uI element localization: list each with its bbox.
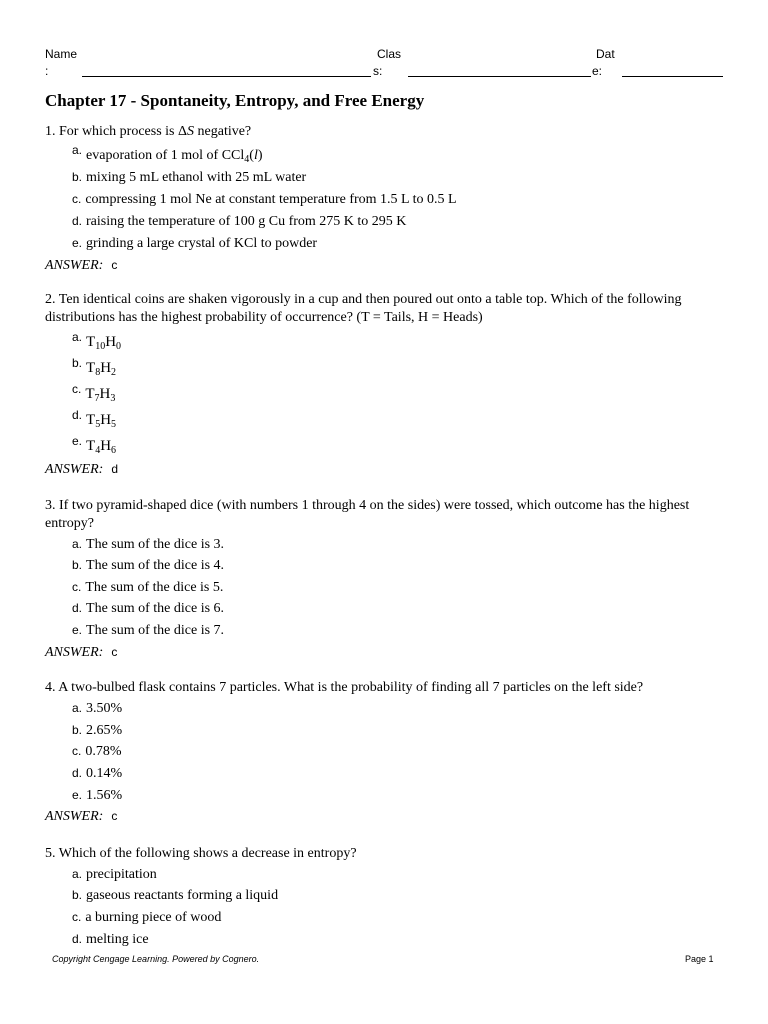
chapter-title: Chapter 17 - Spontaneity, Entropy, and Free Energy	[45, 91, 425, 110]
question-4: 4. A two-bulbed flask contains 7 particles. What is the probability of finding all 7 particles on the left side?	[45, 680, 644, 695]
name-label: Name	[45, 47, 78, 61]
option-letter: d.	[72, 408, 83, 422]
option-letter: c.	[72, 382, 82, 396]
question-1-answer	[45, 256, 117, 275]
question-4-option-d[interactable]	[72, 764, 122, 783]
question-2-option-b[interactable]	[72, 356, 117, 382]
option-letter: d.	[72, 932, 83, 946]
tails-symbol: T	[85, 386, 95, 402]
option-letter: b.	[72, 170, 83, 184]
option-letter: c.	[72, 910, 82, 924]
option-letter: d.	[72, 766, 83, 780]
tails-count: 5	[95, 419, 101, 430]
heads-count: 5	[111, 419, 117, 430]
tails-count: 10	[95, 341, 106, 352]
option-letter: e.	[72, 434, 83, 448]
tails-count: 7	[94, 393, 100, 404]
question-3-option-b[interactable]	[72, 556, 224, 575]
question-4-option-b[interactable]	[72, 721, 122, 740]
answer-value: c	[111, 645, 118, 659]
heads-count: 3	[110, 393, 116, 404]
option-text: The sum of the dice is 5.	[85, 580, 224, 595]
option-letter: a.	[72, 537, 83, 551]
heads-count: 6	[111, 445, 117, 456]
option-letter: c.	[72, 580, 82, 594]
option-text: The sum of the dice is 7.	[86, 623, 225, 638]
option-letter: e.	[72, 788, 83, 802]
copyright-notice: Copyright Cengage Learning. Powered by Cognero.	[52, 954, 260, 964]
option-text: precipitation	[86, 867, 157, 882]
question-1-option-c[interactable]	[72, 190, 457, 209]
date-field-line[interactable]	[622, 76, 723, 77]
question-3-option-d[interactable]	[72, 599, 224, 618]
tails-count: 8	[95, 367, 101, 378]
option-text: evaporation of 1 mol of CCl	[86, 148, 245, 163]
option-letter: a.	[72, 330, 83, 344]
heads-symbol: H	[100, 412, 112, 428]
tails-symbol: T	[86, 360, 96, 376]
question-2-option-c[interactable]	[72, 382, 116, 408]
question-4-answer	[45, 807, 117, 826]
option-letter: a.	[72, 143, 83, 157]
heads-symbol: H	[100, 438, 112, 454]
option-text: gaseous reactants forming a liquid	[86, 888, 279, 903]
option-subscript: 4	[244, 154, 250, 165]
question-1-option-b[interactable]	[72, 168, 306, 187]
option-text: raising the temperature of 100 g Cu from 275 K to 295 K	[86, 214, 407, 229]
question-2-answer	[45, 460, 118, 479]
answer-label: ANSWER:	[45, 645, 104, 660]
class-colon: s:	[373, 64, 383, 78]
option-text: 2.65%	[86, 723, 123, 738]
tails-count: 4	[95, 445, 101, 456]
option-text: The sum of the dice is 4.	[86, 558, 225, 573]
option-paren: )	[257, 148, 263, 163]
option-letter: a.	[72, 867, 83, 881]
heads-symbol: H	[105, 334, 117, 350]
option-letter: d.	[72, 214, 83, 228]
entropy-symbol: S	[187, 124, 195, 139]
question-5-option-a[interactable]	[72, 865, 157, 884]
option-letter: d.	[72, 601, 83, 615]
heads-symbol: H	[99, 386, 111, 402]
class-field-line[interactable]	[408, 76, 591, 77]
delta-symbol: Δ	[178, 124, 188, 139]
name-colon: :	[45, 64, 49, 78]
tails-symbol: T	[86, 438, 96, 454]
question-3: 3. If two pyramid-shaped dice (with numbers 1 through 4 on the sides) were tossed, which outcome has the highest entropy?	[45, 498, 690, 531]
option-text: 0.78%	[85, 744, 122, 759]
heads-symbol: H	[100, 360, 112, 376]
question-2-option-d[interactable]	[72, 408, 117, 434]
question-1-prefix: 1. For which process is	[45, 124, 178, 139]
page-number: Page 1	[685, 954, 714, 964]
option-letter: e.	[72, 236, 83, 250]
question-3-option-e[interactable]	[72, 621, 224, 640]
question-5-option-b[interactable]	[72, 886, 278, 905]
option-letter: e.	[72, 623, 83, 637]
option-text: 0.14%	[86, 766, 123, 781]
class-label: Clas	[377, 47, 402, 61]
question-5-option-c[interactable]	[72, 908, 221, 927]
tails-symbol: T	[86, 412, 96, 428]
question-2-option-e[interactable]	[72, 434, 117, 460]
question-1-option-e[interactable]	[72, 234, 317, 253]
option-text: 3.50%	[86, 701, 123, 716]
question-2-option-a[interactable]	[72, 330, 122, 356]
question-1-option-a[interactable]	[72, 143, 263, 169]
question-1	[45, 123, 735, 141]
option-letter: a.	[72, 701, 83, 715]
option-letter: c.	[72, 192, 82, 206]
question-3-option-c[interactable]	[72, 578, 223, 597]
question-2: 2. Ten identical coins are shaken vigorously in a cup and then poured out onto a table top. Which of the following distributions has the highest probability of occurrence? (T = Tails, H = Heads)	[45, 292, 682, 325]
question-1-option-d[interactable]	[72, 212, 406, 231]
question-3-option-a[interactable]	[72, 535, 224, 554]
option-italic: l	[253, 148, 258, 163]
option-letter: b.	[72, 356, 83, 370]
option-letter: b.	[72, 558, 83, 572]
answer-label: ANSWER:	[45, 258, 104, 273]
option-text: The sum of the dice is 3.	[86, 537, 225, 552]
option-text: mixing 5 mL ethanol with 25 mL water	[86, 170, 307, 185]
question-3-answer	[45, 643, 117, 662]
answer-value: c	[111, 258, 118, 272]
option-text: compressing 1 mol Ne at constant temperature from 1.5 L to 0.5 L	[85, 192, 457, 207]
option-letter: b.	[72, 888, 83, 902]
question-4-option-c[interactable]	[72, 742, 122, 761]
option-paren: (	[249, 148, 254, 163]
date-colon: e:	[592, 64, 603, 78]
option-letter: b.	[72, 723, 83, 737]
question-5-option-d[interactable]	[72, 930, 149, 949]
date-label: Dat	[596, 47, 615, 61]
question-4-option-e[interactable]	[72, 786, 122, 805]
option-letter: c.	[72, 744, 82, 758]
question-4-option-a[interactable]	[72, 699, 122, 718]
option-text: 1.56%	[86, 788, 123, 803]
name-field-line[interactable]	[82, 76, 371, 77]
question-1-suffix: negative?	[194, 124, 252, 139]
heads-count: 2	[111, 367, 117, 378]
question-5: 5. Which of the following shows a decrease in entropy?	[45, 846, 357, 861]
tails-symbol: T	[86, 334, 96, 350]
option-text: melting ice	[86, 932, 149, 947]
option-text: grinding a large crystal of KCl to powder	[86, 236, 318, 251]
answer-value: c	[111, 809, 118, 823]
answer-label: ANSWER:	[45, 462, 104, 477]
option-text: a burning piece of wood	[85, 910, 222, 925]
option-text: The sum of the dice is 6.	[86, 601, 225, 616]
heads-count: 0	[116, 341, 122, 352]
answer-label: ANSWER:	[45, 809, 104, 824]
answer-value: d	[111, 462, 119, 476]
